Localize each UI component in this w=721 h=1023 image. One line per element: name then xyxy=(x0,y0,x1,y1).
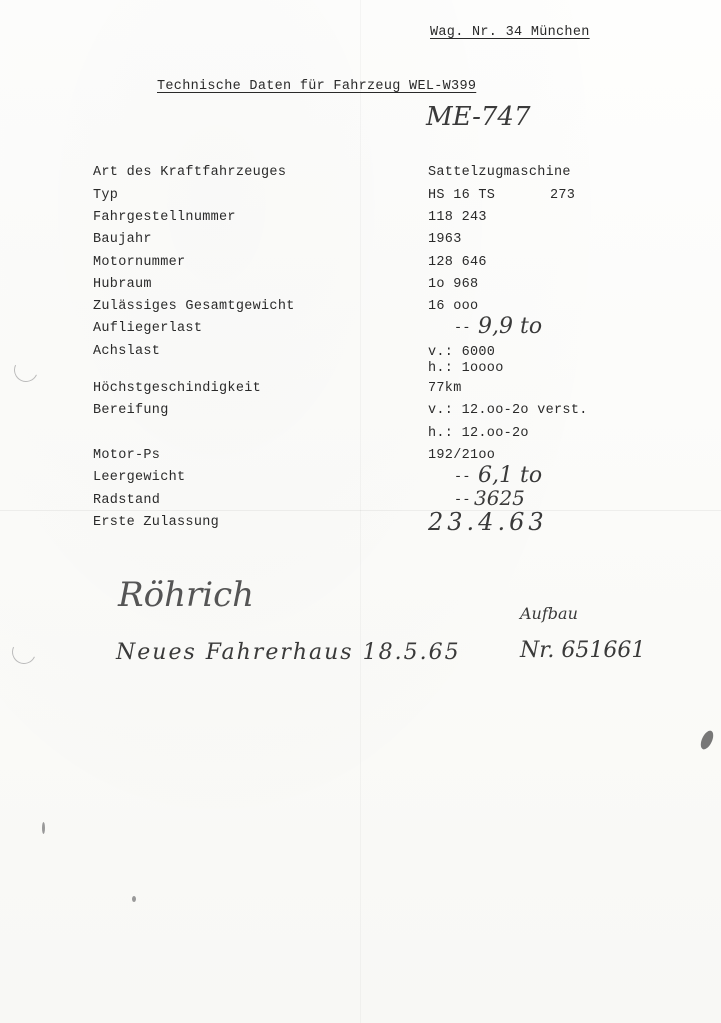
handwritten-reference: ME-747 xyxy=(426,102,531,132)
spec-handwritten-value: 9,9 to xyxy=(478,314,543,339)
ink-spot xyxy=(42,822,45,834)
spec-value-secondary: h.: 12.oo-2o xyxy=(428,426,529,441)
spec-value: 128 646 xyxy=(428,255,487,270)
spec-handwritten-value: 3625 xyxy=(474,486,525,510)
spec-label: Höchstgeschindigkeit xyxy=(93,381,262,396)
spec-label: Zulässiges Gesamtgewicht xyxy=(93,299,295,314)
ink-spot xyxy=(132,896,136,902)
punch-hole-mark xyxy=(11,355,42,386)
spec-label: Achslast xyxy=(93,344,161,359)
spec-label: Bereifung xyxy=(93,403,169,418)
spec-value-secondary: h.: 1oooo xyxy=(428,361,504,376)
document-title: Technische Daten für Fahrzeug WEL-W399 xyxy=(157,79,477,94)
fold-line xyxy=(360,0,361,1023)
spec-value: 192/21oo xyxy=(428,448,496,463)
spec-label: Art des Kraftfahrzeuges xyxy=(93,165,287,180)
spec-handwritten-value: 23.4.63 xyxy=(428,508,548,536)
spec-value: HS 16 TS xyxy=(428,188,496,203)
ink-spot xyxy=(698,729,716,751)
spec-value: -- xyxy=(454,321,471,336)
spec-value: -- xyxy=(454,470,471,485)
spec-value-extra: 273 xyxy=(550,188,576,203)
punch-hole-mark xyxy=(9,637,40,668)
spec-label: Fahrgestellnummer xyxy=(93,210,236,225)
spec-handwritten-value: 6,1 to xyxy=(478,463,543,488)
spec-value: 1o 968 xyxy=(428,277,479,292)
spec-value: -- xyxy=(454,493,471,508)
spec-value: 1963 xyxy=(428,232,462,247)
spec-label: Motor-Ps xyxy=(93,448,161,463)
spec-label: Erste Zulassung xyxy=(93,515,220,530)
spec-value: 118 243 xyxy=(428,210,487,225)
spec-label: Leergewicht xyxy=(93,470,186,485)
spec-value: 16 ooo xyxy=(428,299,479,314)
spec-label: Baujahr xyxy=(93,232,152,247)
wagon-number: Wag. Nr. 34 München xyxy=(430,25,590,40)
spec-label: Typ xyxy=(93,188,119,203)
handwritten-body-label: Aufbau xyxy=(520,604,578,623)
spec-label: Aufliegerlast xyxy=(93,321,203,336)
handwritten-body-number: Nr. 651661 xyxy=(520,638,646,663)
spec-value: v.: 6000 xyxy=(428,345,496,360)
spec-label: Hubraum xyxy=(93,277,152,292)
spec-value: v.: 12.oo-2o verst. xyxy=(428,403,588,418)
handwritten-name: Röhrich xyxy=(118,575,255,615)
spec-label: Radstand xyxy=(93,493,161,508)
handwritten-new-cab-note: Neues Fahrerhaus 18.5.65 xyxy=(116,640,461,665)
spec-value: Sattelzugmaschine xyxy=(428,165,571,180)
spec-label: Motornummer xyxy=(93,255,186,270)
spec-value: 77km xyxy=(428,381,462,396)
